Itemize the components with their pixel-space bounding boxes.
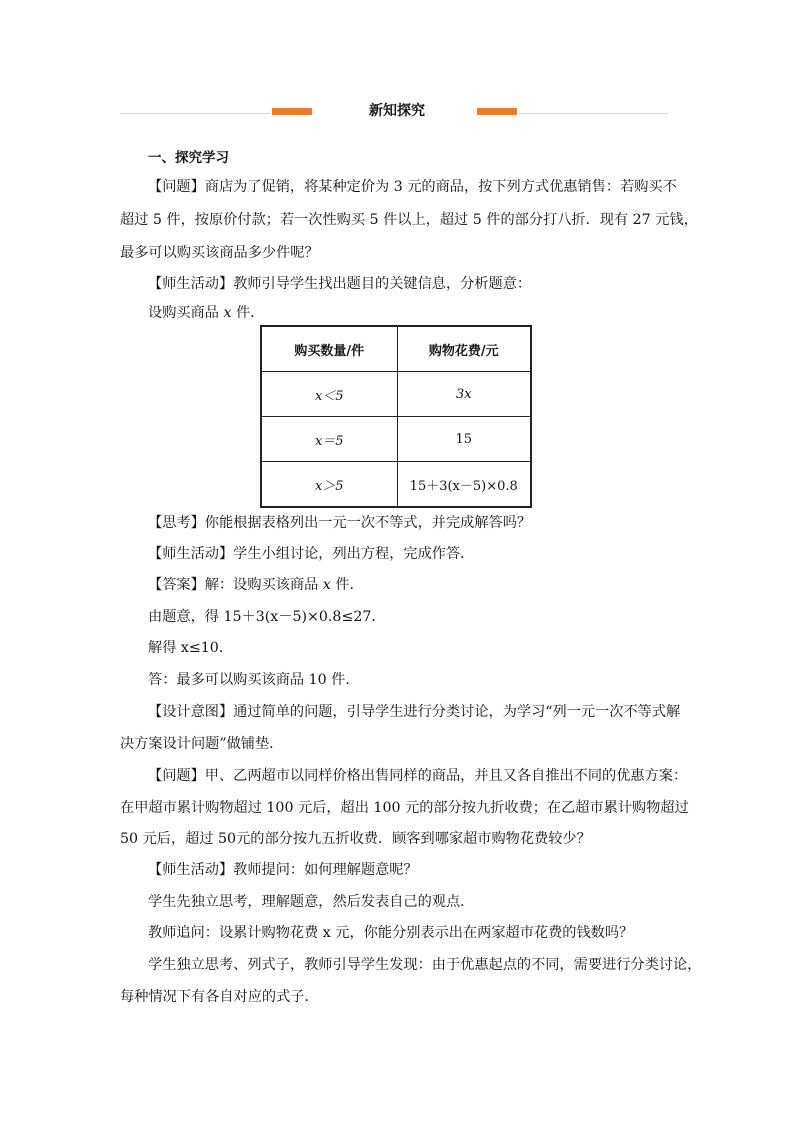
students-think: 学生先独立思考，理解题意，然后发表自己的观点．	[148, 894, 475, 910]
table-cell: 15	[397, 417, 531, 462]
design-intent-line1: 【设计意图】通过简单的问题，引导学生进行分类讨论，为学习“列一元一次不等式解	[148, 704, 681, 720]
let-statement	[148, 302, 264, 322]
table-cell: 15＋3(x－5)×0.8	[397, 462, 531, 508]
answer-pre: 【答案】解：设购买该商品	[148, 577, 319, 593]
activity1: 【师生活动】教师引导学生找出题目的关键信息，分析题意：	[148, 276, 532, 292]
problem2-line1: 【问题】甲、乙两超市以同样价格出售同样的商品，并且又各自推出不同的优惠方案：	[148, 768, 688, 784]
problem2-line3: 50 元后，超过 50元的部分按九五折收费．顾客到哪家超市购物花费较少？	[120, 831, 591, 847]
students-discover-line2: 每种情况下有各自对应的式子．	[120, 989, 319, 1005]
activity2: 【师生活动】学生小组讨论，列出方程，完成作答．	[148, 546, 475, 562]
table-header-quantity: 购买数量/件	[261, 326, 397, 372]
header-rule-right	[518, 113, 668, 114]
problem1-line1: 【问题】商店为了促销，将某种定价为 3 元的商品，按下列方式优惠销售：若购买不	[148, 179, 677, 195]
answer-post: 件．	[335, 577, 364, 593]
table-row	[261, 462, 531, 508]
conclusion-line: 答：最多可以购买该商品 10 件．	[148, 672, 360, 688]
header-accent-right	[477, 108, 517, 115]
teacher-followup: 教师追问：设累计购物花费 x 元，你能分别表示出在两家超市花费的钱数吗？	[148, 925, 634, 941]
table-cell: x＞5	[261, 462, 397, 508]
problem2-line2: 在甲超市累计购物超过 100 元后，超出 100 元的部分按九折收费；在乙超市累计购物超过	[120, 800, 689, 816]
let-var: x	[223, 305, 232, 321]
activity3: 【师生活动】教师提问：如何理解题意呢？	[148, 862, 418, 878]
problem1-line3: 最多可以购买该商品多少件呢？	[120, 245, 319, 261]
section-heading: 一、探究学习	[148, 150, 229, 166]
pricing-table	[260, 325, 532, 508]
derivation-line: 由题意，得 15＋3(x－5)×0.8≤27．	[148, 609, 386, 625]
answer-line	[148, 574, 364, 594]
problem1-line2: 超过 5 件，按原价付款；若一次性购买 5 件以上，超过 5 件的部分打八折．现有 27 元钱，	[120, 212, 698, 228]
table-cell: x＝5	[261, 417, 397, 462]
answer-var: x	[322, 577, 331, 593]
solution-line: 解得 x≤10．	[148, 640, 234, 656]
let-post: 件．	[236, 305, 265, 321]
table-row	[261, 372, 531, 417]
header-accent-left	[272, 108, 312, 115]
table-header-cost: 购物花费/元	[397, 326, 531, 372]
students-discover-line1: 学生独立思考、列式子，教师引导学生发现：由于优惠起点的不同，需要进行分类讨论，	[148, 957, 702, 973]
table-cell: x＜5	[261, 372, 397, 417]
think-prompt: 【思考】你能根据表格列出一元一次不等式，并完成解答吗？	[148, 515, 532, 531]
header-rule-left	[120, 113, 270, 114]
table-row	[261, 417, 531, 462]
let-pre: 设购买商品	[148, 305, 219, 321]
table-cell: 3x	[397, 372, 531, 417]
table-header-row	[261, 326, 531, 372]
design-intent-line2: 决方案设计问题”做铺垫．	[120, 736, 284, 752]
header-title: 新知探究	[369, 103, 425, 119]
